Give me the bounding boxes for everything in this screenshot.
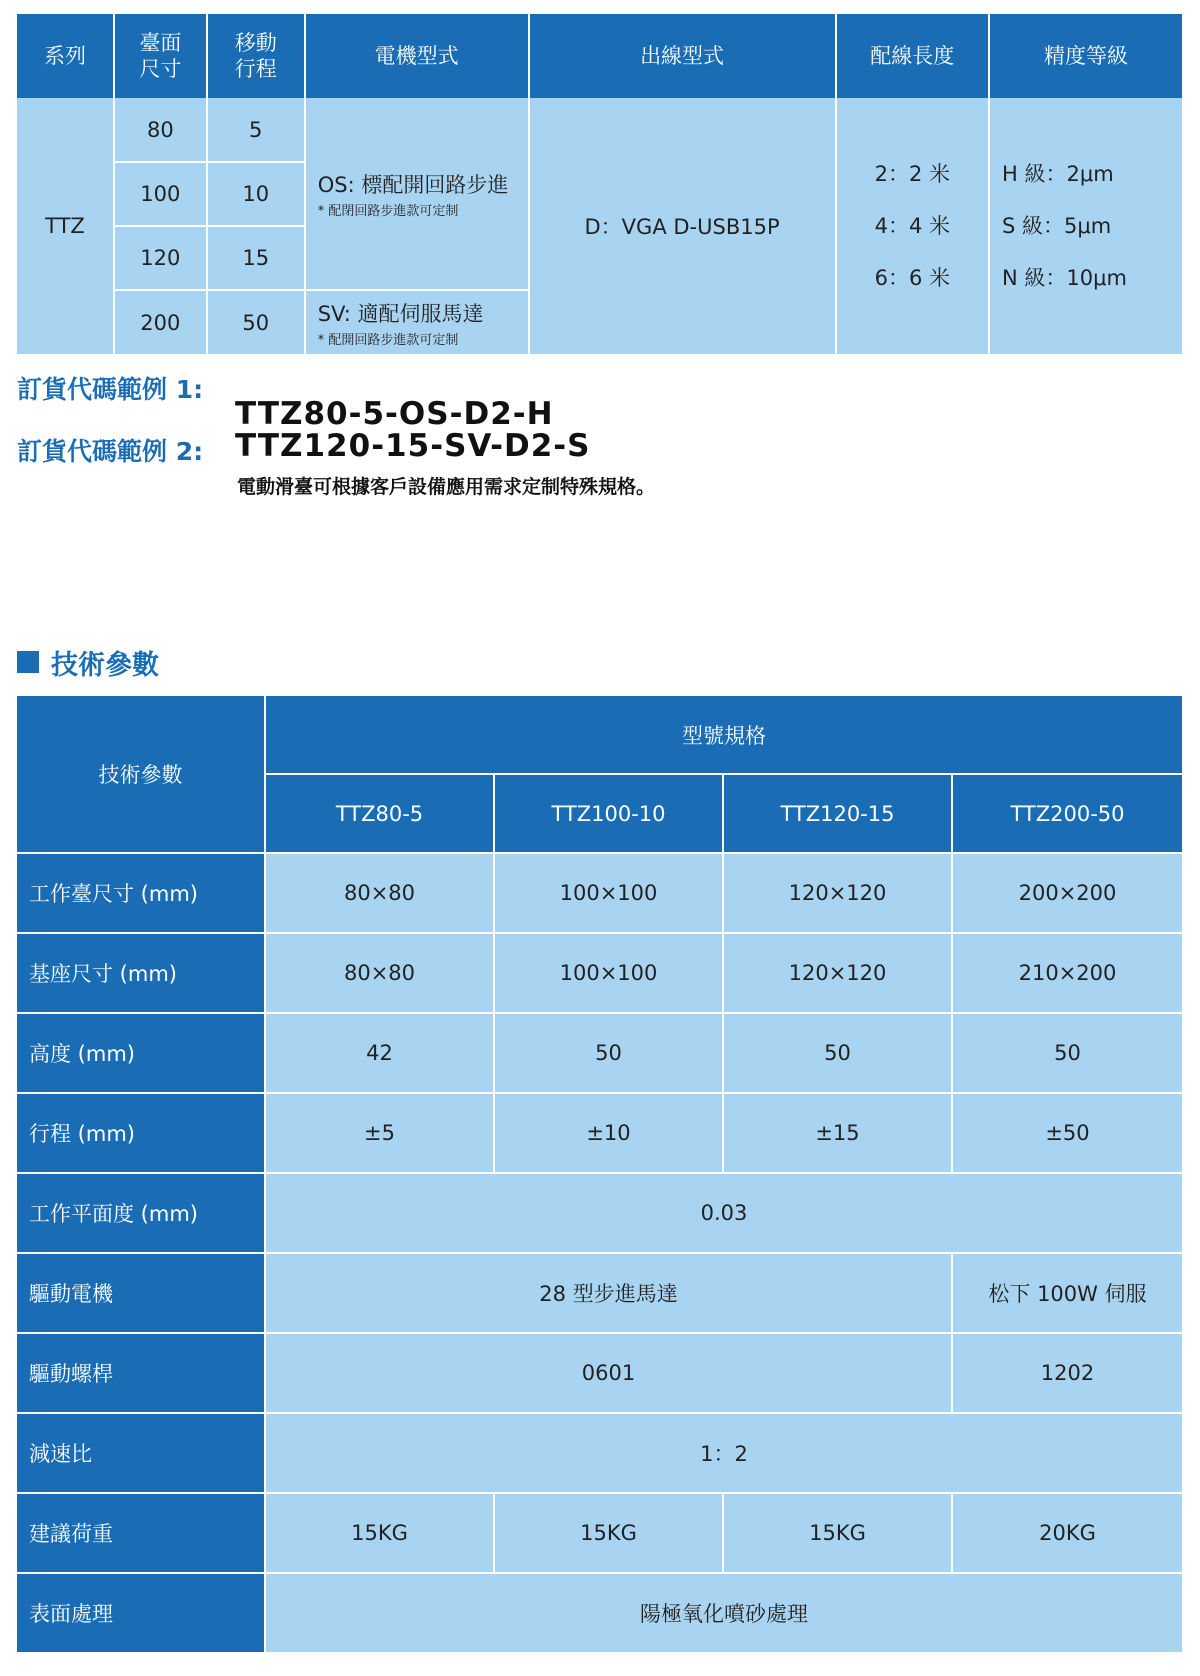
spec-row-label: 驅動電機 — [17, 1253, 265, 1333]
model-header: TTZ80-5 — [265, 774, 494, 853]
model-group-header: 型號規格 — [265, 696, 1182, 774]
spec-corner-header: 技術參數 — [17, 696, 265, 853]
example-1-code: TTZ80-5-OS-D2-H — [235, 396, 554, 432]
stroke-cell: 5 — [207, 98, 305, 162]
spec-value-merged: 28 型步進馬達 — [265, 1253, 952, 1333]
stroke-cell: 50 — [207, 290, 305, 354]
precision-item: N 級：10μm — [1002, 266, 1127, 290]
size-cell: 80 — [114, 98, 207, 162]
spec-value: 15KG — [265, 1493, 494, 1573]
spec-value: ±5 — [265, 1093, 494, 1173]
spec-value: 15KG — [723, 1493, 952, 1573]
spec-value-merged: 1：2 — [265, 1413, 1182, 1493]
spec-value: 120×120 — [723, 853, 952, 933]
header-table-size: 臺面 尺寸 — [114, 14, 207, 98]
spec-row — [17, 933, 1182, 1013]
precision-item: H 級：2μm — [1002, 162, 1114, 186]
spec-value: 80×80 — [265, 853, 494, 933]
spec-row-label: 工作平面度 (mm) — [17, 1173, 265, 1253]
spec-value: 50 — [494, 1013, 723, 1093]
motor-sv-label: SV: 適配伺服馬達 — [317, 301, 484, 326]
precision-item: S 級：5μm — [1002, 214, 1112, 238]
spec-value: 210×200 — [952, 933, 1182, 1013]
cable-length-cell — [836, 98, 989, 354]
stroke-cell: 10 — [207, 162, 305, 226]
precision-cell — [989, 98, 1182, 354]
spec-value: 42 — [265, 1013, 494, 1093]
section-title-text: 技術參數 — [51, 649, 159, 681]
header-cable-length: 配線長度 — [836, 14, 989, 98]
header-output-type: 出線型式 — [529, 14, 836, 98]
spec-row — [17, 1173, 1182, 1253]
size-cell: 200 — [114, 290, 207, 354]
header-precision: 精度等級 — [989, 14, 1182, 98]
section-title — [17, 645, 159, 679]
spec-row — [17, 1333, 1182, 1413]
spec-value: 15KG — [494, 1493, 723, 1573]
spec-row-label: 高度 (mm) — [17, 1013, 265, 1093]
model-header: TTZ100-10 — [494, 774, 723, 853]
cable-length-item: 4：4 米 — [874, 214, 950, 238]
example-2-code: TTZ120-15-SV-D2-S — [235, 428, 591, 464]
output-cell: D：VGA D-USB15P — [529, 98, 836, 354]
spec-row-label: 建議荷重 — [17, 1493, 265, 1573]
size-cell: 120 — [114, 226, 207, 290]
customization-note: 電動滑臺可根據客戶設備應用需求定制特殊規格。 — [237, 476, 656, 498]
spec-value: 20KG — [952, 1493, 1182, 1573]
spec-row — [17, 1253, 1182, 1333]
example-1-label: 訂貨代碼範例 1: — [17, 375, 204, 404]
motor-os-note: * 配閉回路步進款可定制 — [317, 203, 459, 219]
spec-row-label: 工作臺尺寸 (mm) — [17, 853, 265, 933]
cable-length-item: 2：2 米 — [874, 162, 950, 186]
spec-header-row — [17, 696, 1182, 774]
spec-value: 100×100 — [494, 933, 723, 1013]
model-header: TTZ200-50 — [952, 774, 1182, 853]
example-2-label: 訂貨代碼範例 2: — [17, 437, 204, 466]
spec-value: ±15 — [723, 1093, 952, 1173]
spec-table — [17, 696, 1182, 1652]
square-bullet-icon — [17, 651, 39, 673]
header-series: 系列 — [17, 14, 114, 98]
spec-value: 120×120 — [723, 933, 952, 1013]
stroke-cell: 15 — [207, 226, 305, 290]
motor-os-cell — [305, 98, 529, 290]
series-cell: TTZ — [17, 98, 114, 354]
motor-sv-note: * 配開回路步進款可定制 — [317, 332, 459, 348]
spec-value: 80×80 — [265, 933, 494, 1013]
spec-row — [17, 1013, 1182, 1093]
size-cell: 100 — [114, 162, 207, 226]
spec-row-label: 基座尺寸 (mm) — [17, 933, 265, 1013]
spec-value: 松下 100W 伺服 — [952, 1253, 1182, 1333]
spec-row — [17, 1413, 1182, 1493]
spec-value: ±50 — [952, 1093, 1182, 1173]
spec-value-merged: 0601 — [265, 1333, 952, 1413]
header-motor-type: 電機型式 — [305, 14, 529, 98]
spec-value: 50 — [723, 1013, 952, 1093]
order-code-table — [17, 14, 1182, 354]
order-header-row — [17, 14, 1182, 98]
spec-row-label: 表面處理 — [17, 1573, 265, 1652]
spec-row-label: 驅動螺桿 — [17, 1333, 265, 1413]
spec-row — [17, 1573, 1182, 1652]
spec-value: 200×200 — [952, 853, 1182, 933]
spec-row — [17, 853, 1182, 933]
spec-row-label: 行程 (mm) — [17, 1093, 265, 1173]
motor-sv-cell — [305, 290, 529, 354]
motor-os-label: OS: 標配開回路步進 — [317, 172, 509, 197]
spec-row — [17, 1493, 1182, 1573]
spec-value-merged: 陽極氧化噴砂處理 — [265, 1573, 1182, 1652]
spec-value: 1202 — [952, 1333, 1182, 1413]
spec-value-merged: 0.03 — [265, 1173, 1182, 1253]
spec-row — [17, 1093, 1182, 1173]
order-row — [17, 98, 1182, 162]
spec-value: 100×100 — [494, 853, 723, 933]
header-stroke: 移動 行程 — [207, 14, 305, 98]
spec-value: ±10 — [494, 1093, 723, 1173]
spec-value: 50 — [952, 1013, 1182, 1093]
cable-length-item: 6：6 米 — [874, 266, 950, 290]
model-header: TTZ120-15 — [723, 774, 952, 853]
spec-row-label: 減速比 — [17, 1413, 265, 1493]
